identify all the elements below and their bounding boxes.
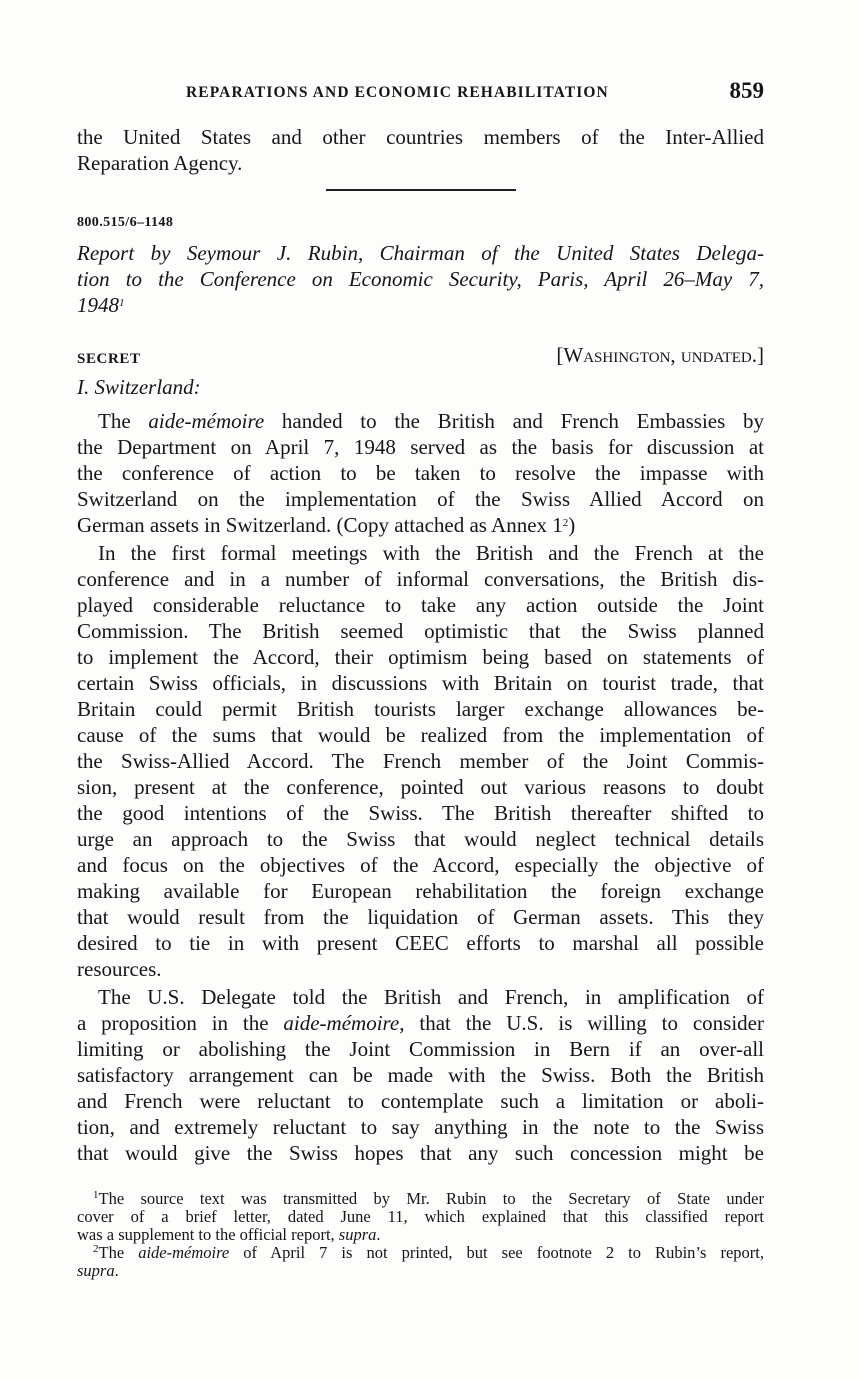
text-run: . bbox=[114, 1261, 119, 1280]
body-line: played considerable reluctance to take any action outside the Joint bbox=[77, 593, 764, 617]
section-heading bbox=[77, 374, 764, 400]
body-line: making available for European rehabilitation the foreign exchange bbox=[77, 879, 764, 903]
document-title bbox=[77, 292, 764, 318]
body-line: and French were reluctant to contemplate such a limitation or aboli- bbox=[77, 1089, 764, 1113]
page-header bbox=[186, 78, 764, 106]
document-title-year: 1948 bbox=[77, 293, 119, 317]
body-line: Commission. The British seemed optimistic that the Swiss planned bbox=[77, 619, 764, 643]
text-run: The source text was transmitted by Mr. Rubin to the Secretary of State under bbox=[98, 1189, 764, 1208]
section-divider bbox=[326, 189, 516, 191]
italic-term: aide-mémoire bbox=[138, 1243, 230, 1262]
body-line bbox=[77, 1010, 764, 1036]
body-line: the United States and other countries members of the Inter-Allied bbox=[77, 125, 764, 149]
section-heading-text: I. Switzerland: bbox=[77, 375, 201, 399]
dateline: [Washington, undated.] bbox=[556, 343, 764, 367]
body-line: the Department on April 7, 1948 served as the basis for discussion at bbox=[77, 435, 764, 459]
italic-term: aide-mémoire bbox=[283, 1011, 400, 1035]
body-line: and focus on the objectives of the Accord, especially the objective of bbox=[77, 853, 764, 877]
text-run: of April 7 is not printed, but see footnote 2 to Rubin’s report, bbox=[229, 1243, 764, 1262]
body-line: cause of the sums that would be realized from the implementation of bbox=[77, 723, 764, 747]
file-number: 800.515/6–1148 bbox=[77, 215, 174, 230]
body-line bbox=[77, 512, 764, 538]
body-line: sion, present at the conference, pointed out various reasons to doubt bbox=[77, 775, 764, 799]
text-run: The bbox=[98, 409, 149, 433]
body-line: limiting or abolishing the Joint Commission in Bern if an over-all bbox=[77, 1037, 764, 1061]
text-run: The bbox=[98, 1243, 139, 1262]
body-line: desired to tie in with present CEEC efforts to marshal all possible bbox=[77, 931, 764, 955]
body-line: In the first formal meetings with the British and the French at the bbox=[98, 541, 764, 565]
document-title: tion to the Conference on Economic Security, Paris, April 26–May 7, bbox=[77, 267, 764, 291]
italic-term: supra bbox=[338, 1225, 377, 1244]
text-run: ) bbox=[568, 513, 576, 537]
body-line: that would give the Swiss hopes that any such concession might be bbox=[77, 1141, 764, 1165]
body-line: Switzerland on the implementation of the Swiss Allied Accord on bbox=[77, 487, 764, 511]
footnote-1 bbox=[77, 1190, 764, 1208]
body-line: tion, and extremely reluctant to say anything in the note to the Swiss bbox=[77, 1115, 764, 1139]
footnote-ref: 1 bbox=[119, 297, 125, 309]
body-line: that would result from the liquidation of German assets. This they bbox=[77, 905, 764, 929]
footnote-marker: 1 bbox=[93, 1189, 99, 1201]
text-run: handed to the British and French Embassies by bbox=[264, 409, 764, 433]
footnote-line bbox=[77, 1262, 764, 1280]
body-line: urge an approach to the Swiss that would neglect technical details bbox=[77, 827, 764, 851]
italic-term: aide-mémoire bbox=[148, 409, 265, 433]
body-line: The U.S. Delegate told the British and French, in amplification of bbox=[98, 985, 764, 1009]
running-head: REPARATIONS AND ECONOMIC REHABILITATION bbox=[186, 84, 609, 101]
text-run: , that the U.S. is willing to consider bbox=[399, 1011, 764, 1035]
body-line: satisfactory arrangement can be made with the Swiss. Both the British bbox=[77, 1063, 764, 1087]
document-title: Report by Seymour J. Rubin, Chairman of the United States Delega- bbox=[77, 241, 764, 265]
body-line: the conference of action to be taken to resolve the impasse with bbox=[77, 461, 764, 485]
footnote-line: cover of a brief letter, dated June 11, which explained that this classified report bbox=[77, 1207, 764, 1226]
body-line: the good intentions of the Swiss. The British thereafter shifted to bbox=[77, 801, 764, 825]
body-line: to implement the Accord, their optimism being based on statements of bbox=[77, 645, 764, 669]
italic-term: supra bbox=[77, 1261, 115, 1280]
body-line: the Swiss-Allied Accord. The French member of the Joint Commis- bbox=[77, 749, 764, 773]
body-line bbox=[77, 408, 764, 434]
body-line: conference and in a number of informal conversations, the British dis- bbox=[77, 567, 764, 591]
body-line: Reparation Agency. bbox=[77, 151, 243, 175]
footnote-ref: 2 bbox=[562, 517, 569, 529]
classification-label: SECRET bbox=[77, 351, 141, 367]
body-line: resources. bbox=[77, 957, 162, 981]
footnote-line bbox=[77, 1226, 764, 1244]
page-number: 859 bbox=[729, 78, 764, 103]
text-run: German assets in Switzerland. (Copy attached as Annex 1 bbox=[77, 513, 563, 537]
footnote-marker: 2 bbox=[93, 1243, 99, 1255]
footnote-2 bbox=[77, 1244, 764, 1262]
text-run: was a supplement to the official report, bbox=[77, 1225, 339, 1244]
body-line: Britain could permit British tourists larger exchange allowances be- bbox=[77, 697, 764, 721]
text-run: . bbox=[376, 1225, 381, 1244]
body-line: certain Swiss officials, in discussions with Britain on tourist trade, that bbox=[77, 671, 764, 695]
text-run: a proposition in the bbox=[77, 1011, 284, 1035]
